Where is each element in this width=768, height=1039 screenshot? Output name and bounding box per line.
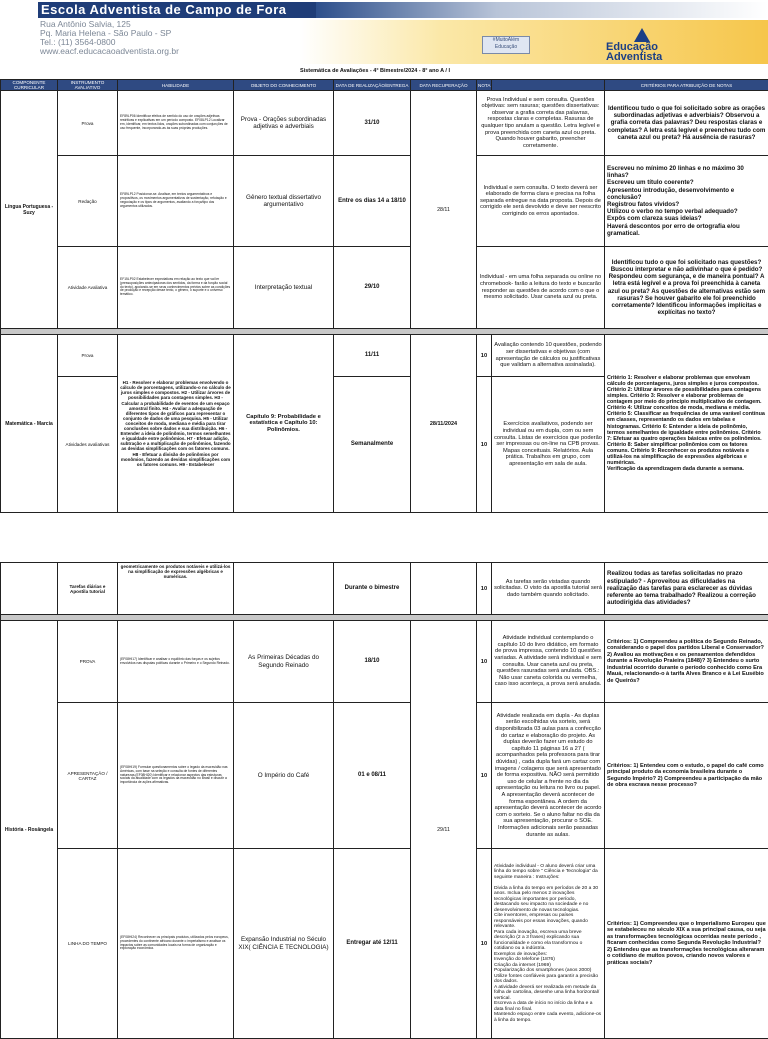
adventist-flame-icon <box>634 28 650 42</box>
school-address-line2: Pq. Maria Helena - São Paulo - SP <box>40 29 171 38</box>
criteria: Critérios: 1) Compreendeu que o Imperialismo Europeu que se estabeleceu no século XIX a sua principal causa, ou seja as transformações tecnológicas ocorridas neste período , ficaram conhecidas como Segunda Revolução Industrial? 2) Entendeu que as transformações tecnológicas alteraram o cotidiano de muitos povos, criando novos valores e práticas sociais? <box>605 849 768 1039</box>
criteria: Critérios: 1) Compreendeu a política do Segundo Reinado, considerando o papel dos partidos Liberal e Conservador? 2) Avaliou as motivações e os pensamentos defendidos durante a Revolução Praieira (1848)? 3) Entendeu o surto industrial ocorrido durante o período conhecido como Era Mauá, relacionando-o à tarifa Alves Branco e à Lei Eusébio de Queirós? <box>605 621 768 703</box>
description: Atividade individual - O aluno deverá criar uma linha do tempo sobre " Ciência e Tecnologia" da seguinte maneira : Instruções: Divida a linha do tempo em períodos de 20 a 30 anos. Inclua pelo menos 2 inovações tecnológicas importantes por período, destacando seu impacto na sociedade e no desenvolvimento de novas tecnologias. Cite inventores, empresas ou países responsáveis por essas inovações, quando relevante. Para cada inovação, escreva uma breve descrição (2 a 3 frases) explicando sua funcionalidade e como ela transformou o cotidiano ou a indústria. Exemplos de inovações: Invenção do telefone (1876) Criação da internet (1969) Popularização dos smartphones (anos 2000) Utilize fontes confiáveis para garantir a precisão dos dados. A atividade deverá ser realizada em metade da folha de cartolina, desenhe uma linha horizontal/ vertical. Escreva a data de início no início da linha e a data final no final. Mantendo espaço entre cada evento, adicione-os à linha do tempo. <box>492 849 605 1039</box>
knowledge-object: Interpretação textual <box>234 247 334 329</box>
knowledge-object: Gênero textual dissertativo argumentativo <box>234 156 334 247</box>
instrument: Prova <box>58 91 118 156</box>
evaluation-table-page2 <box>0 562 768 1039</box>
skill: (EF08HI17) Identificar e analisar o equilíbrio das forças e os sujeitos envolvidos nas disputas políticas durante o Primeiro e o Segundo Reinado. <box>118 621 234 703</box>
col-header-componente: COMPONENTE CURRICULAR <box>1 80 58 91</box>
recovery-date: 28/11/2024 <box>411 335 477 513</box>
skill: geometricamente os produtos notáveis e utilizá-los na simplificação de expressões algébricas e numéricas. <box>118 563 234 615</box>
grade: 10 <box>477 335 492 377</box>
knowledge-object: Prova - Orações subordinadas adjetivas e adverbiais <box>234 91 334 156</box>
recovery-date: 28/11 <box>411 91 477 329</box>
muito-alem-logo: #MuitoAlém Educação <box>482 36 530 54</box>
due-date: Durante o bimestre <box>334 563 411 615</box>
skill: EF15LP02 Estabelecer expectativas em relação ao texto que vai ler (pressuposições antecipadoras dos sentidos, da forma e da função social do texto), apoiando-se em seus conhecimentos prévios sobre as condições de produção e recepção desse texto, o gênero, o suporte e o universo temático. <box>118 247 234 329</box>
skill: EF89LP12 Posicionar-se. Analisar, em textos argumentativos e propositivos, os movimentos argumentativos de sustentação, refutação e negociação e os tipos de argumentos, avaliando a força/tipo dos argumentos utilizados. <box>118 156 234 247</box>
table-row <box>1 91 768 156</box>
document-title: Sistemática de Avaliações - 4° Bimestre/2024 - 8° ano A / I <box>300 68 450 74</box>
criteria: Identificou tudo o que foi solicitado sobre as orações subordinadas adjetivas e adverbiais? Observou a grafia correta das palavras? Deu respostas claras e completas? A letra está legível e preencheu tudo com caneta azul ou preta? Há ausência de rasuras? <box>605 91 768 156</box>
col-header-recuperacao: DATA RECUPERAÇÃO <box>411 80 477 91</box>
skill: (EF08HI24) Reconhecer os principais produtos, utilizados pelos europeus, procedentes do continente africano durante o imperialismo e analisar os impactos sobre as comunidades locais na forma de organização e exploração econômica. <box>118 849 234 1039</box>
criteria: Identificou tudo o que foi solicitado nas questões? Buscou interpretar e não adivinhar o que é pedido? Respondeu com segurança, e de maneira pontual? A letra está legível e a prova foi preenchida à caneta azul ou preta? As questões de alternativas estão sem rasuras? Se houver gabarito ele foi preenchido corretamente? Identificou informações implícitas e explícitas no texto? <box>605 247 768 329</box>
table-row <box>1 621 768 703</box>
instrument: Prova <box>58 335 118 377</box>
school-name-band <box>38 2 316 18</box>
criteria: Critérios: 1) Entendeu com o estudo, o papel do café como principal produto da economia brasileira durante o Segundo Império? 2) Compreendeu a participação da mão de obra escrava nesse processo? <box>605 703 768 849</box>
instrument: Atividades avaliativas <box>58 377 118 513</box>
description: Individual - em uma folha separada ou online no chromebook- farão a leitura do texto e buscarão responder as questões de acordo com o que o mesmo solicitado. Usar caneta azul ou preta. <box>477 247 605 329</box>
instrument: Tarefas diárias e Apostila tutorial <box>58 563 118 615</box>
document-header <box>0 0 768 70</box>
due-date: Entre os dias 14 a 18/10 <box>334 156 411 247</box>
description: As tarefas serão vistadas quando solicitadas. O visto da apostila tutorial será dado também quando solicitado. <box>492 563 605 615</box>
due-date: 29/10 <box>334 247 411 329</box>
table-row <box>1 335 768 377</box>
subject-portugues: Língua Portuguesa - Suzy <box>1 91 58 329</box>
brand-line2: Adventista <box>606 52 768 63</box>
grade: 10 <box>477 703 492 849</box>
knowledge-object <box>234 563 334 615</box>
instrument: Redação <box>58 156 118 247</box>
instrument: APRESENTAÇÃO / CARTAZ <box>58 703 118 849</box>
instrument: Atividade Avaliativa <box>58 247 118 329</box>
knowledge-object: Expansão Industrial no Século XIX( CIÊNCIA E TECNOLOGIA) <box>234 849 334 1039</box>
knowledge-object: O Império do Café <box>234 703 334 849</box>
description: Atividade realizada em dupla - As duplas serão escolhidas via sorteio, será disponibilizada 03 aulas para a confecção do cartaz e elaboração do projeto. As duplas deverão fazer um estudo do capítulo 11 páginas 16 a 27 ( acompanhados pela professora para tirar dúvidas) , cada dupla fará um cartaz com imagens / colagens que será apresentado de forma expositiva. NÃO será permitido uso de celular a frente no dia da apresentação ou leitura no livro ou papel. A apresentação deverá acontecer de forma espontânea. A ordem da apresentação deverá acontecer de acordo com o sorteio. Se o aluno faltar no dia da sua apresentação, procurar o SOE. Informações adicionais serão passadas durante as aulas. <box>492 703 605 849</box>
col-header-descricao <box>492 80 605 91</box>
col-header-objeto: OBJETO DO CONHECIMENTO <box>234 80 334 91</box>
criteria: Escreveu no mínimo 20 linhas e no máximo 30 linhas? Escreveu um título coerente? Apresentou introdução, desenvolvimento e conclusão? Registrou fatos vívidos? Utilizou o verbo no tempo verbal adequado? Expôs com clareza suas ideias? Haverá descontos por erro de ortografia e/ou gramatical. <box>605 156 768 247</box>
recovery-date: 29/11 <box>411 621 477 1039</box>
brand-line1: Educação <box>606 42 768 53</box>
due-date: Semanalmente <box>334 377 411 513</box>
description: Prova Individual e sem consulta. Questões objetivas: sem rasuras; questões dissertativas: observar a grafia correta das palavras, respostas claras e completas. Rasuras de qualquer tipo anulam a questão. Letra legível e prova preenchida com caneta azul ou preta. Quando houver gabarito, preencher corretamente. <box>477 91 605 156</box>
subject-matematica: Matemática - Marcia <box>1 335 58 513</box>
table-header-row <box>1 80 768 91</box>
skill: (EF08HI19) Formular questionamentos sobre o legado da escravidão nas Américas, com base na seleção e consulta de fontes de diferentes naturezas.(EF08HI20) Identificar e relacionar aspectos das estruturas sociais da atualidade com os legados da escravidão no Brasil e discutir a importância de ações afirmativas. <box>118 703 234 849</box>
description: Avaliação contendo 10 questões, podendo ser dissertativas e objetivas (com apresentação de cálculos ou justificativas que validam a alternativa assinalada). <box>492 335 605 377</box>
criteria: Critério 1: Resolver e elaborar problemas que envolvam cálculo de porcentagens, juros simples e juros compostos. Critério 2: Utilizar árvores de possibilidades para contagens simples. Critério 3: Resolver e elaborar problemas de contagem por meio do princípio multiplicativo de contagem. Critério 4: Utilizar conceitos de moda, mediana e média. Critério 5: Classificar as frequências de uma varável contínua em classes, representando os dados em tabelas e histogramas. Critério 6: Entender a ideia de polinômio, termos semelhantes de igualdade entre polinômios. Critério 7: Efetuar as quatro operações básicas entre os polinômios. Critério 8: Saber simplificar polinômios com os fatores comuns. Critério 9: Reconhecer os produtos notáveis e utilizá-los na simplificação de expressões algébricas e numéricas. Verificação da aprendizagem dada durante a semana. <box>605 335 768 513</box>
due-date: 31/10 <box>334 91 411 156</box>
table-row <box>1 156 768 247</box>
grade: 10 <box>477 563 492 615</box>
instrument: PROVA <box>58 621 118 703</box>
table-row <box>1 247 768 329</box>
description: Atividade individual contemplando o capítulo 10 do livro didático, em formato de prova impressa, contendo 10 questões variadas. A atividade será individual e sem consulta. Usar caneta azul ou preta, questões rasuradas será anulada. OBS.: Não usar caneta colorida ou vermelha, caso isso aconteça, a prova será anulada. <box>492 621 605 703</box>
grade: 10 <box>477 849 492 1039</box>
header-gradient-bar <box>316 2 768 18</box>
knowledge-object: As Primeiras Décadas do Segundo Reinado <box>234 621 334 703</box>
educacao-adventista-logo <box>586 26 766 66</box>
recovery-date <box>411 563 477 615</box>
table-row <box>1 703 768 849</box>
criteria: Realizou todas as tarefas solicitadas no prazo estipulado? - Aproveitou as dificuldades na realização das tarefas para esclarecer as dúvidas referente ao tema trabalhado? Realizou a correção autodirigida das atividades? <box>605 563 768 615</box>
col-header-instrumento: INSTRUMENTO AVALIATIVO <box>58 80 118 91</box>
knowledge-object: Capítulo 9: Probabilidade e estatística e Capítulo 10: Polinômios. <box>234 335 334 513</box>
description: Exercícios avaliativos, podendo ser individual ou em dupla, com ou sem consulta. Listas de exercícios que poderão ser impressas ou on-line na CPB provas. Mapas conceituais. Relatórios. Aula prática. Trabalhos em grupo, com apresentação em sala de aula. <box>492 377 605 513</box>
col-header-criterios: CRITÉRIOS PARA ATRIBUIÇÃO DE NOTAS <box>605 80 768 91</box>
skill: H1 - Resolver e elaborar problemas envolvendo o cálculo de porcentagens, utilizando-o no cálculo de juros simples e compostos. H2 - Utilizar árvores de possibilidades para contagens simples. H3 - Calcular a probabilidade de eventos de um espaço amostral finito. H4 - Avaliar a adequação de diferentes tipos de gráficos para representar o conjunto de dados de uma pesquisa. H5 - Utilizar conceitos de moda, mediana e média para tirar conclusões sobre dados e sua distribuição. H6 - Entender a ideia de polinômio, termos semelhantes e igualdade entre polinômios. H7 - Efetuar adição, subtração e a multiplicação de polinômios, fazendo as devidas simplificações com os fatores comuns. H8 - Efetuar a divisão de polinômios por monômios, fazendo as devidas simplificações com os fatores comuns. H9 - Estabelecer <box>118 335 234 513</box>
col-header-habilidade: HABILIDADE <box>118 80 234 91</box>
grade: 10 <box>477 621 492 703</box>
col-header-data: DATA DE REALIZAÇÃO/ENTREGA <box>334 80 411 91</box>
grade: 10 <box>477 377 492 513</box>
description: Individual e sem consulta. O texto deverá ser elaborado de forma clara e precisa na folha separada entregue na data proposta. Depois de corrigido ele será devolvido e deve ser reescrito corrigindo os erros apontados. <box>477 156 605 247</box>
subject-continuation <box>1 563 58 615</box>
table-row <box>1 849 768 1039</box>
school-name: Escola Adventista de Campo de Fora <box>41 2 287 18</box>
due-date: 11/11 <box>334 335 411 377</box>
instrument: LINHA DO TEMPO <box>58 849 118 1039</box>
school-phone: Tel.: (11) 3564-0800 <box>40 38 115 47</box>
due-date: 01 e 08/11 <box>334 703 411 849</box>
due-date: 18/10 <box>334 621 411 703</box>
school-website: www.eacf.educacaoadventista.org.br <box>40 47 179 56</box>
skill: EF89LP06 Identificar efeitos de sentido do uso de orações adjetivas restritivas e explicativas em um período composto. EF08LP12 Localizar em, identificar, em textos lidos, orações subordinadas com conjunções de uso frequente, incorporando-as às suas próprias produções. <box>118 91 234 156</box>
school-address-line1: Rua Antônio Salvia, 125 <box>40 20 131 29</box>
subject-historia: História - Rosângela <box>1 621 58 1039</box>
due-date: Entregar até 12/11 <box>334 849 411 1039</box>
table-row <box>1 563 768 615</box>
evaluation-table-page1 <box>0 79 768 513</box>
col-header-nota: NOTA <box>477 80 492 91</box>
